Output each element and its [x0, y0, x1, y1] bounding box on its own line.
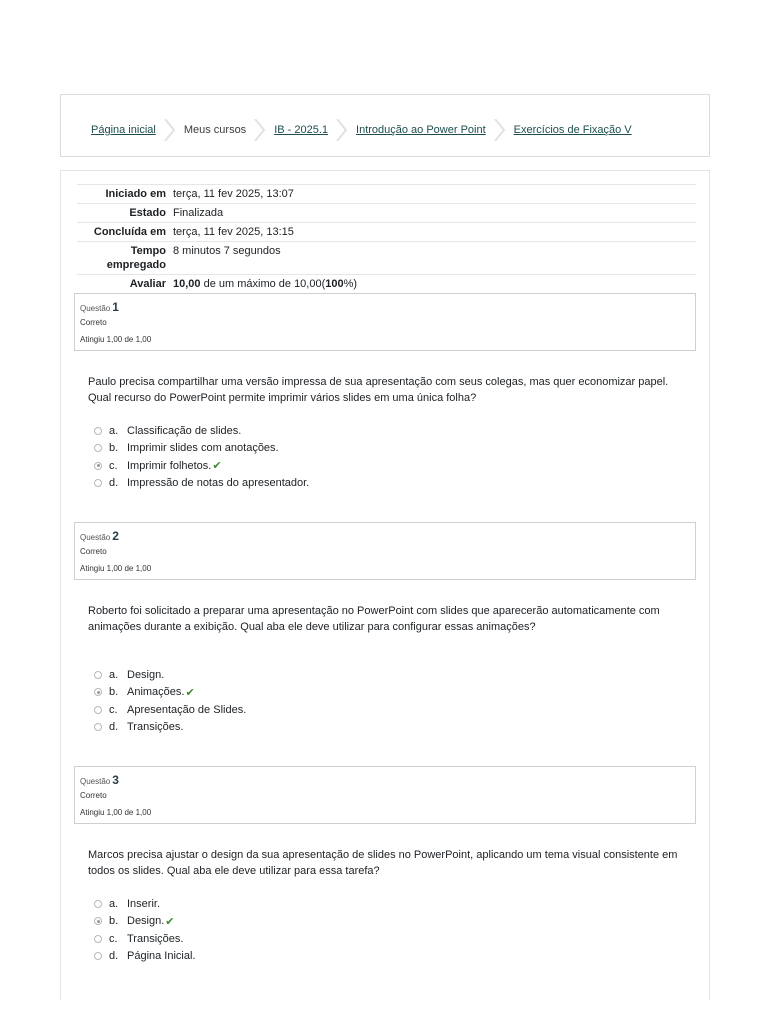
summary-row-grade	[77, 274, 696, 294]
question-info-1	[74, 293, 696, 351]
summary-value: terça, 11 fev 2025, 13:15	[173, 226, 294, 238]
question-label: Questão	[80, 533, 111, 542]
summary-label: Avaliar	[129, 278, 166, 290]
answer-text: Design.	[127, 915, 165, 928]
question-info-3	[74, 766, 696, 824]
breadcrumb-quiz-link[interactable]: Exercícios de Fixação V	[513, 124, 632, 136]
answer-text: Design.	[127, 668, 165, 681]
radio-button[interactable]	[94, 462, 102, 470]
answer-text: Apresentação de Slides.	[127, 703, 247, 716]
answer-list	[94, 422, 309, 492]
answer-text: Animações.	[127, 686, 185, 699]
summary-label-line: Tempo	[130, 245, 166, 257]
question-grade: Atingiu 1,00 de 1,00	[80, 335, 152, 344]
answer-list	[94, 666, 246, 736]
question-number-value: 1	[112, 300, 119, 314]
radio-button[interactable]	[94, 427, 102, 435]
radio-button[interactable]	[94, 706, 102, 714]
radio-button[interactable]	[94, 900, 102, 908]
question-number	[80, 300, 119, 314]
answer-letter: d.	[109, 477, 119, 490]
radio-button[interactable]	[94, 935, 102, 943]
answer-text: Página Inicial.	[127, 950, 196, 963]
question-text: Roberto foi solicitado a preparar uma apresentação no PowerPoint com slides que aparecerão automaticamente com animações durante a exibição. Qual aba ele deve utilizar para configurar essas animações?	[88, 605, 660, 633]
question-text: Marcos precisa ajustar o design da sua apresentação de slides no PowerPoint, aplicando um tema visual consistente em todos os slides. Qual aba ele deve utilizar para essa tarefa?	[88, 849, 678, 877]
question-info-2	[74, 522, 696, 580]
summary-value: 8 minutos 7 segundos	[173, 245, 281, 257]
answer-option[interactable]	[94, 913, 196, 931]
answer-text: Classificação de slides.	[127, 424, 242, 437]
summary-row-completed	[77, 222, 696, 241]
answer-letter: b.	[109, 915, 119, 928]
question-number	[80, 529, 119, 543]
radio-button[interactable]	[94, 952, 102, 960]
grade-percent: 100	[325, 278, 344, 290]
answer-option[interactable]	[94, 895, 196, 913]
chevron-right-icon	[494, 119, 506, 141]
answer-letter: c.	[109, 932, 118, 945]
answer-text: Impressão de notas do apresentador.	[127, 477, 310, 490]
answer-letter: d.	[109, 721, 119, 734]
answer-option[interactable]	[94, 475, 309, 493]
answer-option[interactable]	[94, 930, 196, 948]
answer-option[interactable]	[94, 666, 246, 684]
checkmark-icon: ✔	[165, 915, 175, 928]
question-state: Correto	[80, 318, 107, 327]
answer-letter: d.	[109, 950, 119, 963]
radio-button[interactable]	[94, 671, 102, 679]
chevron-right-icon	[254, 119, 266, 141]
question-text: Paulo precisa compartilhar uma versão impressa de sua apresentação com seus colegas, mas quer economizar papel. Qual recurso do PowerPoint permite imprimir vários slides em uma única folha?	[88, 376, 669, 404]
radio-button[interactable]	[94, 688, 102, 696]
grade-score: 10,00	[173, 278, 201, 290]
radio-button[interactable]	[94, 723, 102, 731]
summary-label: Concluída em	[93, 226, 166, 238]
radio-button[interactable]	[94, 444, 102, 452]
question-label: Questão	[80, 777, 111, 786]
breadcrumb-my-courses: Meus cursos	[183, 124, 247, 136]
question-state: Correto	[80, 547, 107, 556]
breadcrumb-course-link[interactable]: IB - 2025.1	[274, 124, 329, 136]
summary-value: terça, 11 fev 2025, 13:07	[173, 188, 294, 200]
chevron-right-icon	[336, 119, 348, 141]
answer-text: Transições.	[127, 721, 184, 734]
answer-text: Inserir.	[127, 897, 161, 910]
answer-letter: b.	[109, 686, 119, 699]
summary-row-time	[77, 241, 696, 274]
answer-letter: b.	[109, 442, 119, 455]
question-number-value: 3	[112, 773, 119, 787]
question-grade: Atingiu 1,00 de 1,00	[80, 808, 152, 817]
question-number-value: 2	[112, 529, 119, 543]
summary-label: Estado	[129, 207, 166, 219]
breadcrumb-section-link[interactable]: Introdução ao Power Point	[356, 124, 486, 136]
breadcrumb-home-link[interactable]: Página inicial	[91, 124, 156, 136]
answer-option[interactable]	[94, 701, 246, 719]
answer-option[interactable]	[94, 719, 246, 737]
answer-option[interactable]	[94, 948, 196, 966]
answer-option[interactable]	[94, 440, 309, 458]
answer-text: Imprimir slides com anotações.	[127, 442, 279, 455]
summary-row-state	[77, 203, 696, 222]
answer-option[interactable]	[94, 457, 309, 475]
summary-label-line: empregado	[106, 259, 166, 271]
summary-row-started	[77, 184, 696, 203]
answer-option[interactable]	[94, 422, 309, 440]
summary-label: Iniciado em	[105, 188, 166, 200]
answer-letter: a.	[109, 668, 119, 681]
breadcrumb-container	[60, 94, 710, 157]
grade-mid: de um máximo de 10,00(	[200, 278, 326, 290]
summary-label	[77, 244, 173, 272]
answer-letter: c.	[109, 459, 118, 472]
answer-letter: a.	[109, 897, 119, 910]
checkmark-icon: ✔	[185, 686, 195, 699]
checkmark-icon: ✔	[212, 460, 222, 473]
summary-value: Finalizada	[173, 207, 224, 219]
breadcrumb	[91, 119, 632, 141]
radio-button[interactable]	[94, 917, 102, 925]
answer-option[interactable]	[94, 684, 246, 702]
grade-end: %)	[343, 278, 358, 290]
question-label: Questão	[80, 304, 111, 313]
attempt-summary-table	[77, 184, 696, 294]
question-number	[80, 773, 119, 787]
question-grade: Atingiu 1,00 de 1,00	[80, 564, 152, 573]
answer-text: Imprimir folhetos.	[127, 459, 212, 472]
radio-button[interactable]	[94, 479, 102, 487]
summary-value	[173, 277, 696, 291]
answer-letter: a.	[109, 424, 119, 437]
chevron-right-icon	[164, 119, 176, 141]
answer-list	[94, 895, 196, 965]
answer-text: Transições.	[127, 932, 184, 945]
question-state: Correto	[80, 791, 107, 800]
answer-letter: c.	[109, 703, 118, 716]
